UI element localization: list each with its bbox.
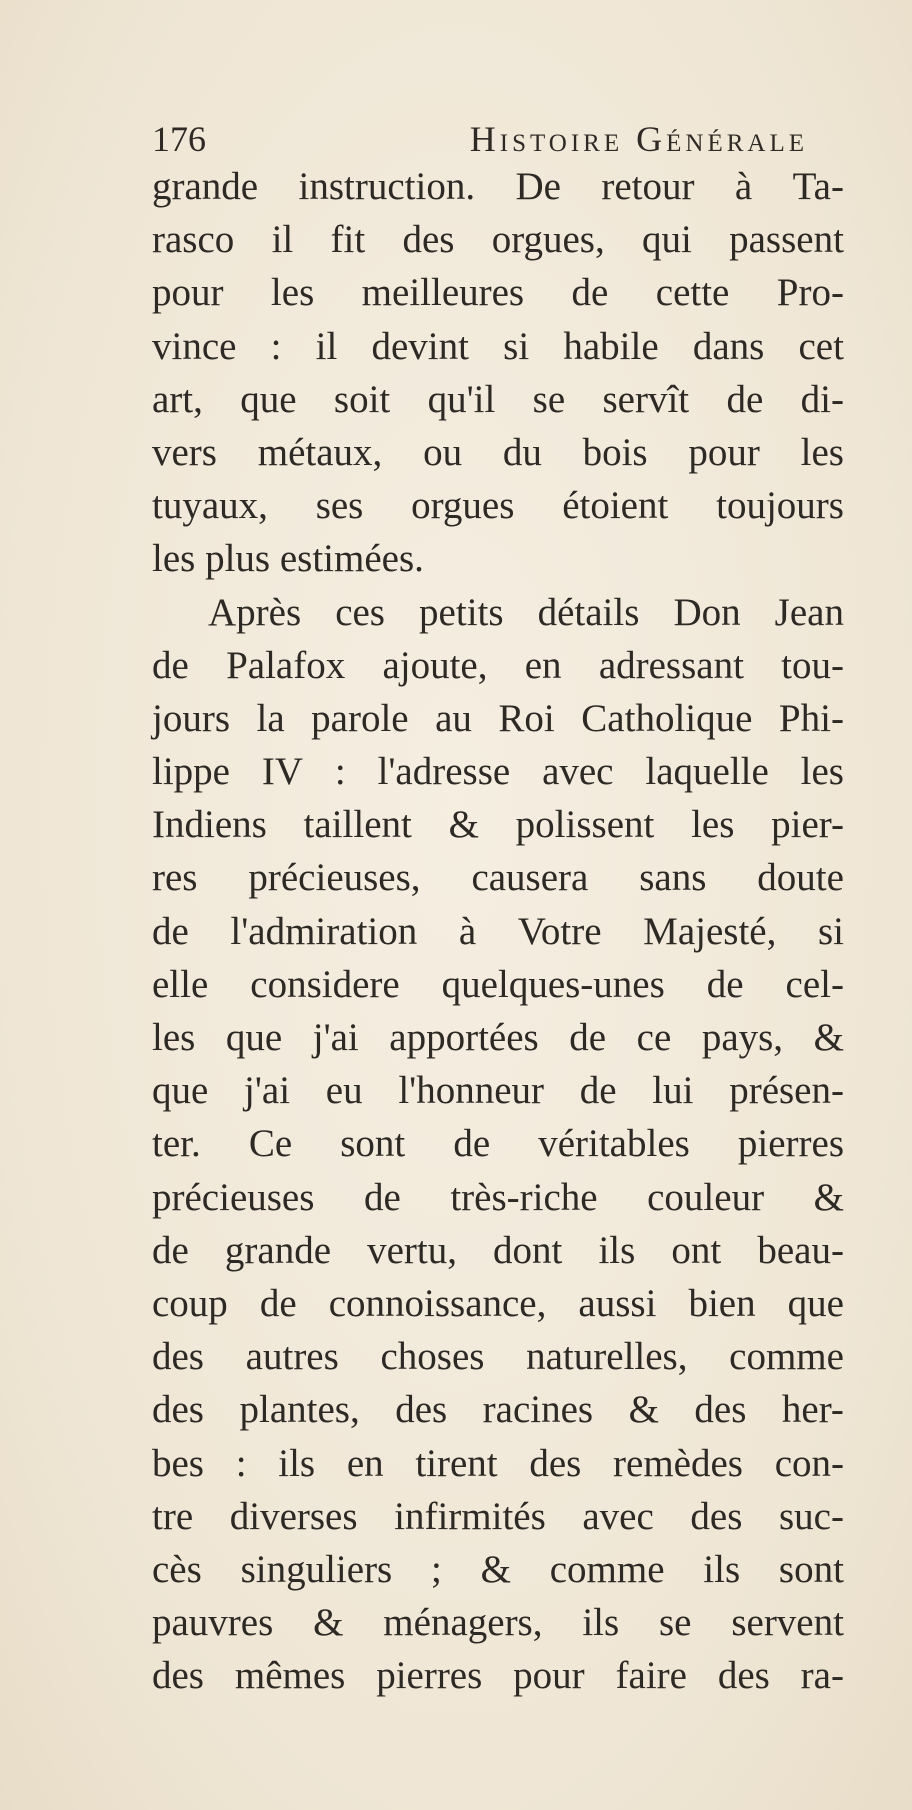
text-line: des mêmes pierres pour faire des ra-	[152, 1654, 844, 1698]
text-line: les que j'ai apportées de ce pays, &	[152, 1016, 844, 1059]
text-line: de grande vertu, dont ils ont beau-	[152, 1228, 844, 1272]
text-line: pour les meilleures de cette Pro-	[152, 271, 844, 315]
text-line: de Palafox ajoute, en adressant tou-	[152, 643, 844, 687]
text-line: res précieuses, causera sans doute	[152, 856, 844, 900]
text-line: coup de connoissance, aussi bien que	[152, 1281, 844, 1325]
text-line: de l'admiration à Votre Majesté, si	[152, 909, 844, 953]
text-line: grande instruction. De retour à Ta-	[152, 165, 844, 208]
text-line: art, que soit qu'il se servît de di-	[152, 377, 844, 421]
text-line: lippe IV : l'adresse avec laquelle les	[152, 750, 844, 794]
text-line: ter. Ce sont de véritables pierres	[152, 1122, 844, 1166]
text-line: vers métaux, ou du bois pour les	[152, 430, 844, 474]
text-line: précieuses de très-riche couleur &	[152, 1175, 844, 1219]
body-text	[152, 160, 844, 1702]
text-line: cès singuliers ; & comme ils sont	[152, 1547, 844, 1591]
text-line: bes : ils en tirent des remèdes con-	[152, 1441, 844, 1485]
text-line: Indiens taillent & polissent les pier-	[152, 803, 844, 847]
text-line: rasco il fit des orgues, qui passent	[152, 218, 844, 262]
text-line: jours la parole au Roi Catholique Phi-	[152, 696, 844, 740]
text-line: elle considere quelques-unes de cel-	[152, 962, 844, 1006]
running-header	[152, 118, 808, 160]
running-title: Histoire Générale	[469, 119, 808, 159]
text-line: vince : il devint si habile dans cet	[152, 324, 844, 368]
text-line: pauvres & ménagers, ils se servent	[152, 1601, 844, 1645]
text-line: Après ces petits détails Don Jean	[208, 590, 844, 634]
text-line: des plantes, des racines & des her-	[152, 1388, 844, 1432]
text-line: tuyaux, ses orgues étoient toujours	[152, 484, 844, 528]
text-line: tre diverses infirmités avec des suc-	[152, 1494, 844, 1538]
page-number: 176	[152, 119, 206, 159]
text-line: des autres choses naturelles, comme	[152, 1335, 844, 1379]
text-line: que j'ai eu l'honneur de lui présen-	[152, 1069, 844, 1113]
text-line: les plus estimées.	[152, 537, 424, 581]
